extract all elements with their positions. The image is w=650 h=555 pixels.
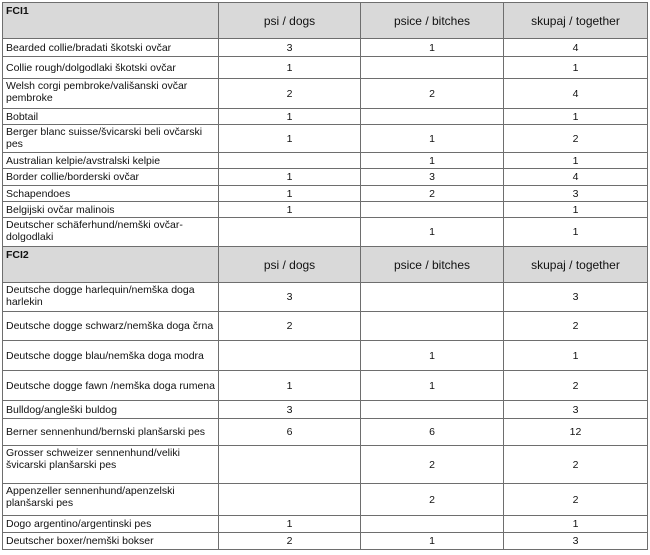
breed-name-cell: Bobtail <box>3 109 219 125</box>
dogs-count-cell: 1 <box>219 125 361 153</box>
dogs-count-cell: 6 <box>219 419 361 446</box>
dogs-count-cell: 1 <box>219 202 361 218</box>
breed-name-cell: Australian kelpie/avstralski kelpie <box>3 153 219 169</box>
total-count-cell: 2 <box>504 446 648 484</box>
table-row <box>3 186 648 202</box>
dogs-count-cell <box>219 218 361 247</box>
bitches-count-cell <box>361 312 504 341</box>
breed-name-cell: Border collie/borderski ovčar <box>3 169 219 186</box>
table-row <box>3 371 648 401</box>
total-count-cell: 2 <box>504 484 648 516</box>
bitches-count-cell <box>361 516 504 533</box>
bitches-count-cell <box>361 283 504 312</box>
dogs-count-cell <box>219 341 361 371</box>
table-row <box>3 446 648 484</box>
total-count-cell: 4 <box>504 79 648 109</box>
group-name: FCI1 <box>3 3 219 39</box>
total-count-cell: 2 <box>504 125 648 153</box>
bitches-count-cell: 2 <box>361 186 504 202</box>
table-row <box>3 516 648 533</box>
bitches-count-cell <box>361 57 504 79</box>
total-count-cell: 3 <box>504 401 648 419</box>
dogs-count-cell: 1 <box>219 57 361 79</box>
total-count-cell: 4 <box>504 169 648 186</box>
column-header: psi / dogs <box>219 3 361 39</box>
table-row <box>3 533 648 550</box>
bitches-count-cell <box>361 109 504 125</box>
dogs-count-cell: 1 <box>219 109 361 125</box>
breed-name-cell: Grosser schweizer sennenhund/veliki švicarski planšarski pes <box>3 446 219 484</box>
bitches-count-cell: 2 <box>361 79 504 109</box>
bitches-count-cell: 1 <box>361 341 504 371</box>
breed-name-cell: Bulldog/angleški buldog <box>3 401 219 419</box>
table-row <box>3 169 648 186</box>
total-count-cell: 1 <box>504 341 648 371</box>
dogs-count-cell: 2 <box>219 79 361 109</box>
bitches-count-cell: 2 <box>361 446 504 484</box>
breed-name-cell: Bearded collie/bradati škotski ovčar <box>3 39 219 57</box>
total-count-cell: 4 <box>504 39 648 57</box>
table-row <box>3 419 648 446</box>
total-count-cell: 12 <box>504 419 648 446</box>
total-count-cell: 1 <box>504 57 648 79</box>
table-row <box>3 125 648 153</box>
total-count-cell: 2 <box>504 312 648 341</box>
group-header-row <box>3 3 648 39</box>
total-count-cell: 2 <box>504 371 648 401</box>
dogs-count-cell: 3 <box>219 401 361 419</box>
total-count-cell: 3 <box>504 283 648 312</box>
breed-name-cell: Belgijski ovčar malinois <box>3 202 219 218</box>
breed-statistics-table <box>2 2 648 550</box>
column-header: skupaj / together <box>504 3 648 39</box>
dogs-count-cell <box>219 446 361 484</box>
breed-name-cell: Deutsche dogge fawn /nemška doga rumena <box>3 371 219 401</box>
total-count-cell: 1 <box>504 109 648 125</box>
bitches-count-cell: 2 <box>361 484 504 516</box>
dogs-count-cell: 1 <box>219 516 361 533</box>
bitches-count-cell: 3 <box>361 169 504 186</box>
breed-name-cell: Schapendoes <box>3 186 219 202</box>
table-row <box>3 341 648 371</box>
breed-name-cell: Welsh corgi pembroke/vališanski ovčar pembroke <box>3 79 219 109</box>
bitches-count-cell: 1 <box>361 371 504 401</box>
table-row <box>3 218 648 247</box>
total-count-cell: 1 <box>504 153 648 169</box>
breed-name-cell: Deutsche dogge harlequin/nemška doga harlekin <box>3 283 219 312</box>
breed-name-cell: Collie rough/dolgodlaki škotski ovčar <box>3 57 219 79</box>
table-row <box>3 153 648 169</box>
table-row <box>3 57 648 79</box>
breed-name-cell: Deutscher schäferhund/nemški ovčar-dolgodlaki <box>3 218 219 247</box>
breed-name-cell: Deutsche dogge schwarz/nemška doga črna <box>3 312 219 341</box>
table-row <box>3 283 648 312</box>
dogs-count-cell: 2 <box>219 533 361 550</box>
total-count-cell: 3 <box>504 533 648 550</box>
breed-name-cell: Dogo argentino/argentinski pes <box>3 516 219 533</box>
column-header: psice / bitches <box>361 3 504 39</box>
dogs-count-cell: 3 <box>219 283 361 312</box>
table-row <box>3 109 648 125</box>
group-header-row <box>3 247 648 283</box>
group-name: FCI2 <box>3 247 219 283</box>
dogs-count-cell: 1 <box>219 186 361 202</box>
dogs-count-cell: 2 <box>219 312 361 341</box>
dogs-count-cell <box>219 484 361 516</box>
table-row <box>3 484 648 516</box>
column-header: skupaj / together <box>504 247 648 283</box>
bitches-count-cell <box>361 202 504 218</box>
bitches-count-cell: 1 <box>361 533 504 550</box>
bitches-count-cell: 6 <box>361 419 504 446</box>
breed-name-cell: Berger blanc suisse/švicarski beli ovčarski pes <box>3 125 219 153</box>
column-header: psi / dogs <box>219 247 361 283</box>
dogs-count-cell: 1 <box>219 371 361 401</box>
breed-name-cell: Deutscher boxer/nemški bokser <box>3 533 219 550</box>
total-count-cell: 1 <box>504 218 648 247</box>
breed-name-cell: Deutsche dogge blau/nemška doga modra <box>3 341 219 371</box>
total-count-cell: 1 <box>504 516 648 533</box>
bitches-count-cell <box>361 401 504 419</box>
total-count-cell: 1 <box>504 202 648 218</box>
breed-name-cell: Appenzeller sennenhund/apenzelski planšarski pes <box>3 484 219 516</box>
table-row <box>3 401 648 419</box>
column-header: psice / bitches <box>361 247 504 283</box>
dogs-count-cell: 3 <box>219 39 361 57</box>
dogs-count-cell: 1 <box>219 169 361 186</box>
table-row <box>3 202 648 218</box>
bitches-count-cell: 1 <box>361 39 504 57</box>
bitches-count-cell: 1 <box>361 125 504 153</box>
bitches-count-cell: 1 <box>361 218 504 247</box>
dogs-count-cell <box>219 153 361 169</box>
total-count-cell: 3 <box>504 186 648 202</box>
bitches-count-cell: 1 <box>361 153 504 169</box>
table-row <box>3 39 648 57</box>
breed-name-cell: Berner sennenhund/bernski planšarski pes <box>3 419 219 446</box>
table-row <box>3 79 648 109</box>
table-row <box>3 312 648 341</box>
